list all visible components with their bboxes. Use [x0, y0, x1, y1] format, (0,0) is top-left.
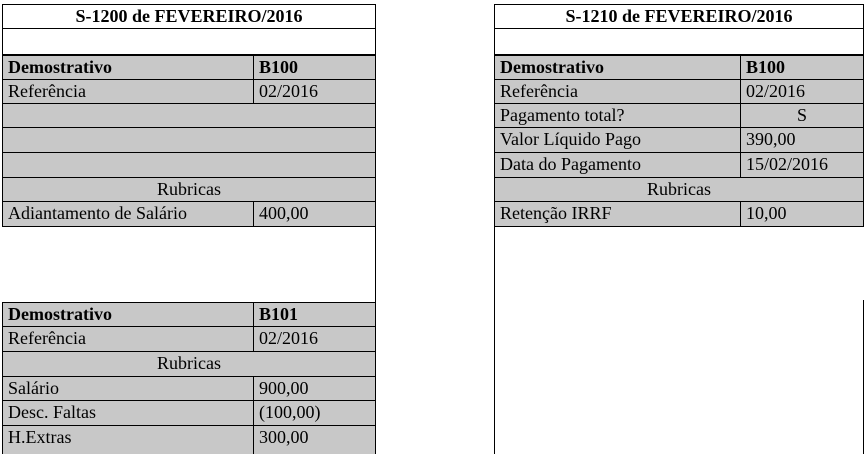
left-t1-referencia-label: Referência — [2, 79, 254, 104]
right-row-0-label: Referência — [494, 79, 741, 104]
left-t2-rubricas-label: Rubricas — [2, 351, 376, 377]
right-title: S-1210 de FEVEREIRO/2016 — [494, 4, 864, 29]
left-t2-referencia-value: 02/2016 — [253, 326, 376, 352]
left-t1-rubrica-0-name: Adiantamento de Salário — [2, 201, 254, 227]
right-header-code: B100 — [740, 55, 864, 80]
right-header-label: Demostrativo — [494, 55, 741, 80]
left-t2-rubrica-2-name: H.Extras — [2, 425, 254, 454]
right-row-3-value: 15/02/2016 — [740, 152, 864, 178]
left-separator-line — [375, 226, 376, 303]
left-t2-rubrica-1-value: (100,00) — [253, 400, 376, 426]
right-row-2-label: Valor Líquido Pago — [494, 127, 741, 153]
left-t1-rubrica-0-value: 400,00 — [253, 201, 376, 227]
right-blank-row — [494, 28, 864, 55]
right-right-edge-line — [863, 300, 864, 454]
right-left-edge-line — [494, 226, 495, 454]
right-row-3-label: Data do Pagamento — [494, 152, 741, 178]
left-t1-empty-row-1 — [2, 103, 376, 128]
left-t1-rubricas-label: Rubricas — [2, 177, 376, 202]
left-t1-empty-row-2 — [2, 127, 376, 153]
left-t1-header-label: Demostrativo — [2, 55, 254, 80]
right-row-1-value: S — [740, 103, 864, 128]
left-title: S-1200 de FEVEREIRO/2016 — [2, 4, 376, 29]
right-rubrica-0-name: Retenção IRRF — [494, 201, 741, 227]
right-rubrica-0-value: 10,00 — [740, 201, 864, 227]
right-row-0-value: 02/2016 — [740, 79, 864, 104]
left-t2-referencia-label: Referência — [2, 326, 254, 352]
left-t1-referencia-value: 02/2016 — [253, 79, 376, 104]
left-t2-rubrica-0-name: Salário — [2, 376, 254, 401]
left-t2-rubrica-1-name: Desc. Faltas — [2, 400, 254, 426]
left-t2-header-label: Demostrativo — [2, 302, 254, 327]
left-t2-header-code: B101 — [253, 302, 376, 327]
left-t2-rubrica-0-value: 900,00 — [253, 376, 376, 401]
left-t1-empty-row-3 — [2, 152, 376, 178]
right-row-2-value: 390,00 — [740, 127, 864, 153]
right-rubricas-label: Rubricas — [494, 177, 864, 202]
left-t2-rubrica-2-value: 300,00 — [253, 425, 376, 454]
right-row-1-label: Pagamento total? — [494, 103, 741, 128]
left-t1-header-code: B100 — [253, 55, 376, 80]
left-blank-row — [2, 28, 376, 55]
